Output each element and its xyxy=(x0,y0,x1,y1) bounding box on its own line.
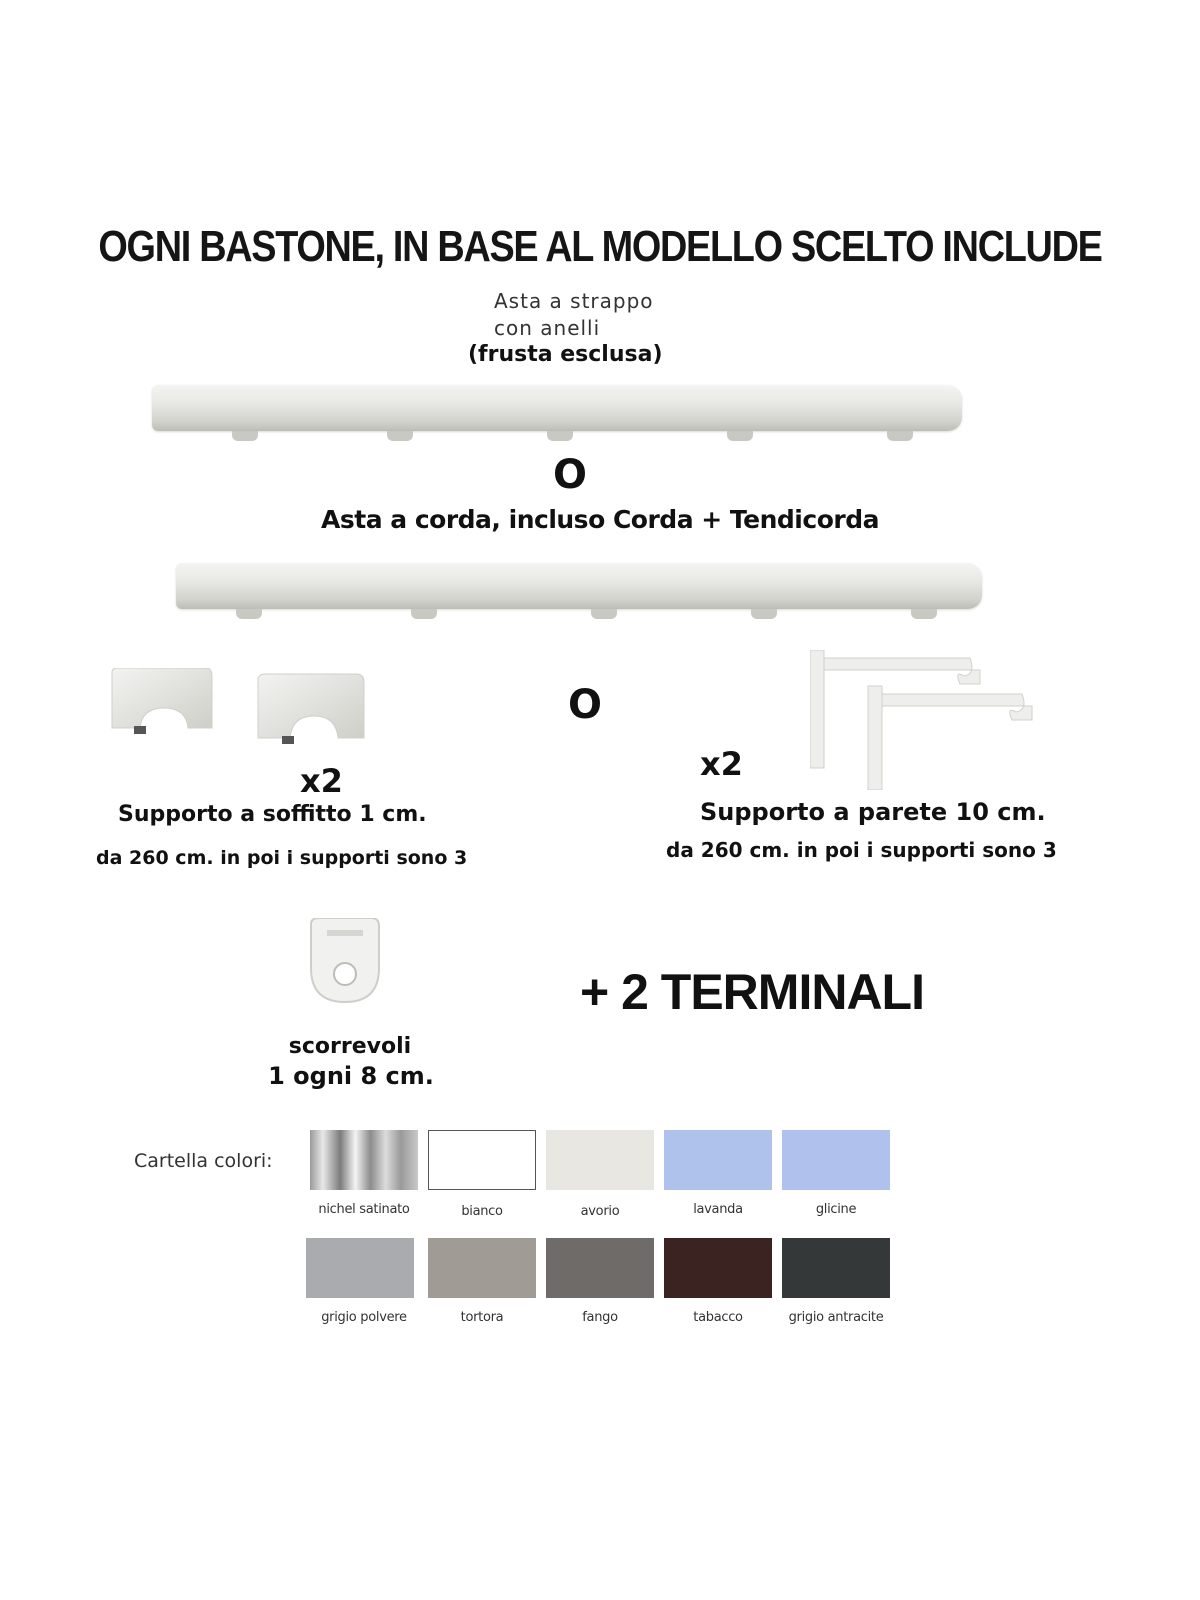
or-separator-1: O xyxy=(552,452,587,498)
swatch-tabacco[interactable] xyxy=(664,1238,772,1298)
swatch-bianco[interactable] xyxy=(428,1130,536,1190)
ceiling-support-note: da 260 cm. in poi i supporti sono 3 xyxy=(96,847,468,869)
option1-line2: con anelli xyxy=(494,316,601,340)
wall-support-qty: x2 xyxy=(700,745,743,783)
option1-note: (frusta esclusa) xyxy=(468,342,663,367)
page-title: OGNI BASTONE, IN BASE AL MODELLO SCELTO INCLUDE xyxy=(98,222,1102,271)
swatch-tortora[interactable] xyxy=(428,1238,536,1298)
color-chart-label: Cartella colori: xyxy=(134,1150,273,1172)
terminals-label: + 2 TERMINALI xyxy=(580,964,924,1020)
swatch-glicine[interactable] xyxy=(782,1130,890,1190)
swatch-label-avorio: avorio xyxy=(580,1204,620,1219)
wall-support-image xyxy=(810,650,1050,790)
wall-support-label: Supporto a parete 10 cm. xyxy=(700,798,1046,826)
swatch-label-bianco: bianco xyxy=(461,1204,503,1219)
option2-label: Asta a corda, incluso Corda + Tendicorda xyxy=(321,505,879,534)
swatch-label-grigio-antracite: grigio antracite xyxy=(788,1310,884,1325)
swatch-label-tortora: tortora xyxy=(460,1310,504,1325)
rod-corda-image xyxy=(176,563,982,623)
swatch-label-lavanda: lavanda xyxy=(693,1202,743,1217)
rod-strappo-image xyxy=(152,385,962,445)
ceiling-support-image xyxy=(108,668,368,768)
swatch-lavanda[interactable] xyxy=(664,1130,772,1190)
option1-line1: Asta a strappo xyxy=(494,289,654,313)
or-separator-2: O xyxy=(567,682,602,728)
slider-image xyxy=(305,918,385,1004)
swatch-nichel-satinato[interactable] xyxy=(310,1130,418,1190)
swatch-label-nichel-satinato: nichel satinato xyxy=(318,1202,410,1217)
swatch-fango[interactable] xyxy=(546,1238,654,1298)
swatch-avorio[interactable] xyxy=(546,1130,654,1190)
swatch-grigio-antracite[interactable] xyxy=(782,1238,890,1298)
swatch-label-tabacco: tabacco xyxy=(693,1310,743,1325)
slider-note: 1 ogni 8 cm. xyxy=(268,1062,434,1090)
slider-label: scorrevoli xyxy=(288,1034,412,1059)
ceiling-support-qty: x2 xyxy=(300,762,343,800)
swatch-grigio-polvere[interactable] xyxy=(306,1238,414,1298)
wall-support-note: da 260 cm. in poi i supporti sono 3 xyxy=(666,838,1057,862)
swatch-label-grigio-polvere: grigio polvere xyxy=(321,1310,407,1325)
swatch-label-fango: fango xyxy=(582,1310,618,1325)
swatch-label-glicine: glicine xyxy=(815,1202,857,1217)
ceiling-support-label: Supporto a soffitto 1 cm. xyxy=(118,802,427,827)
